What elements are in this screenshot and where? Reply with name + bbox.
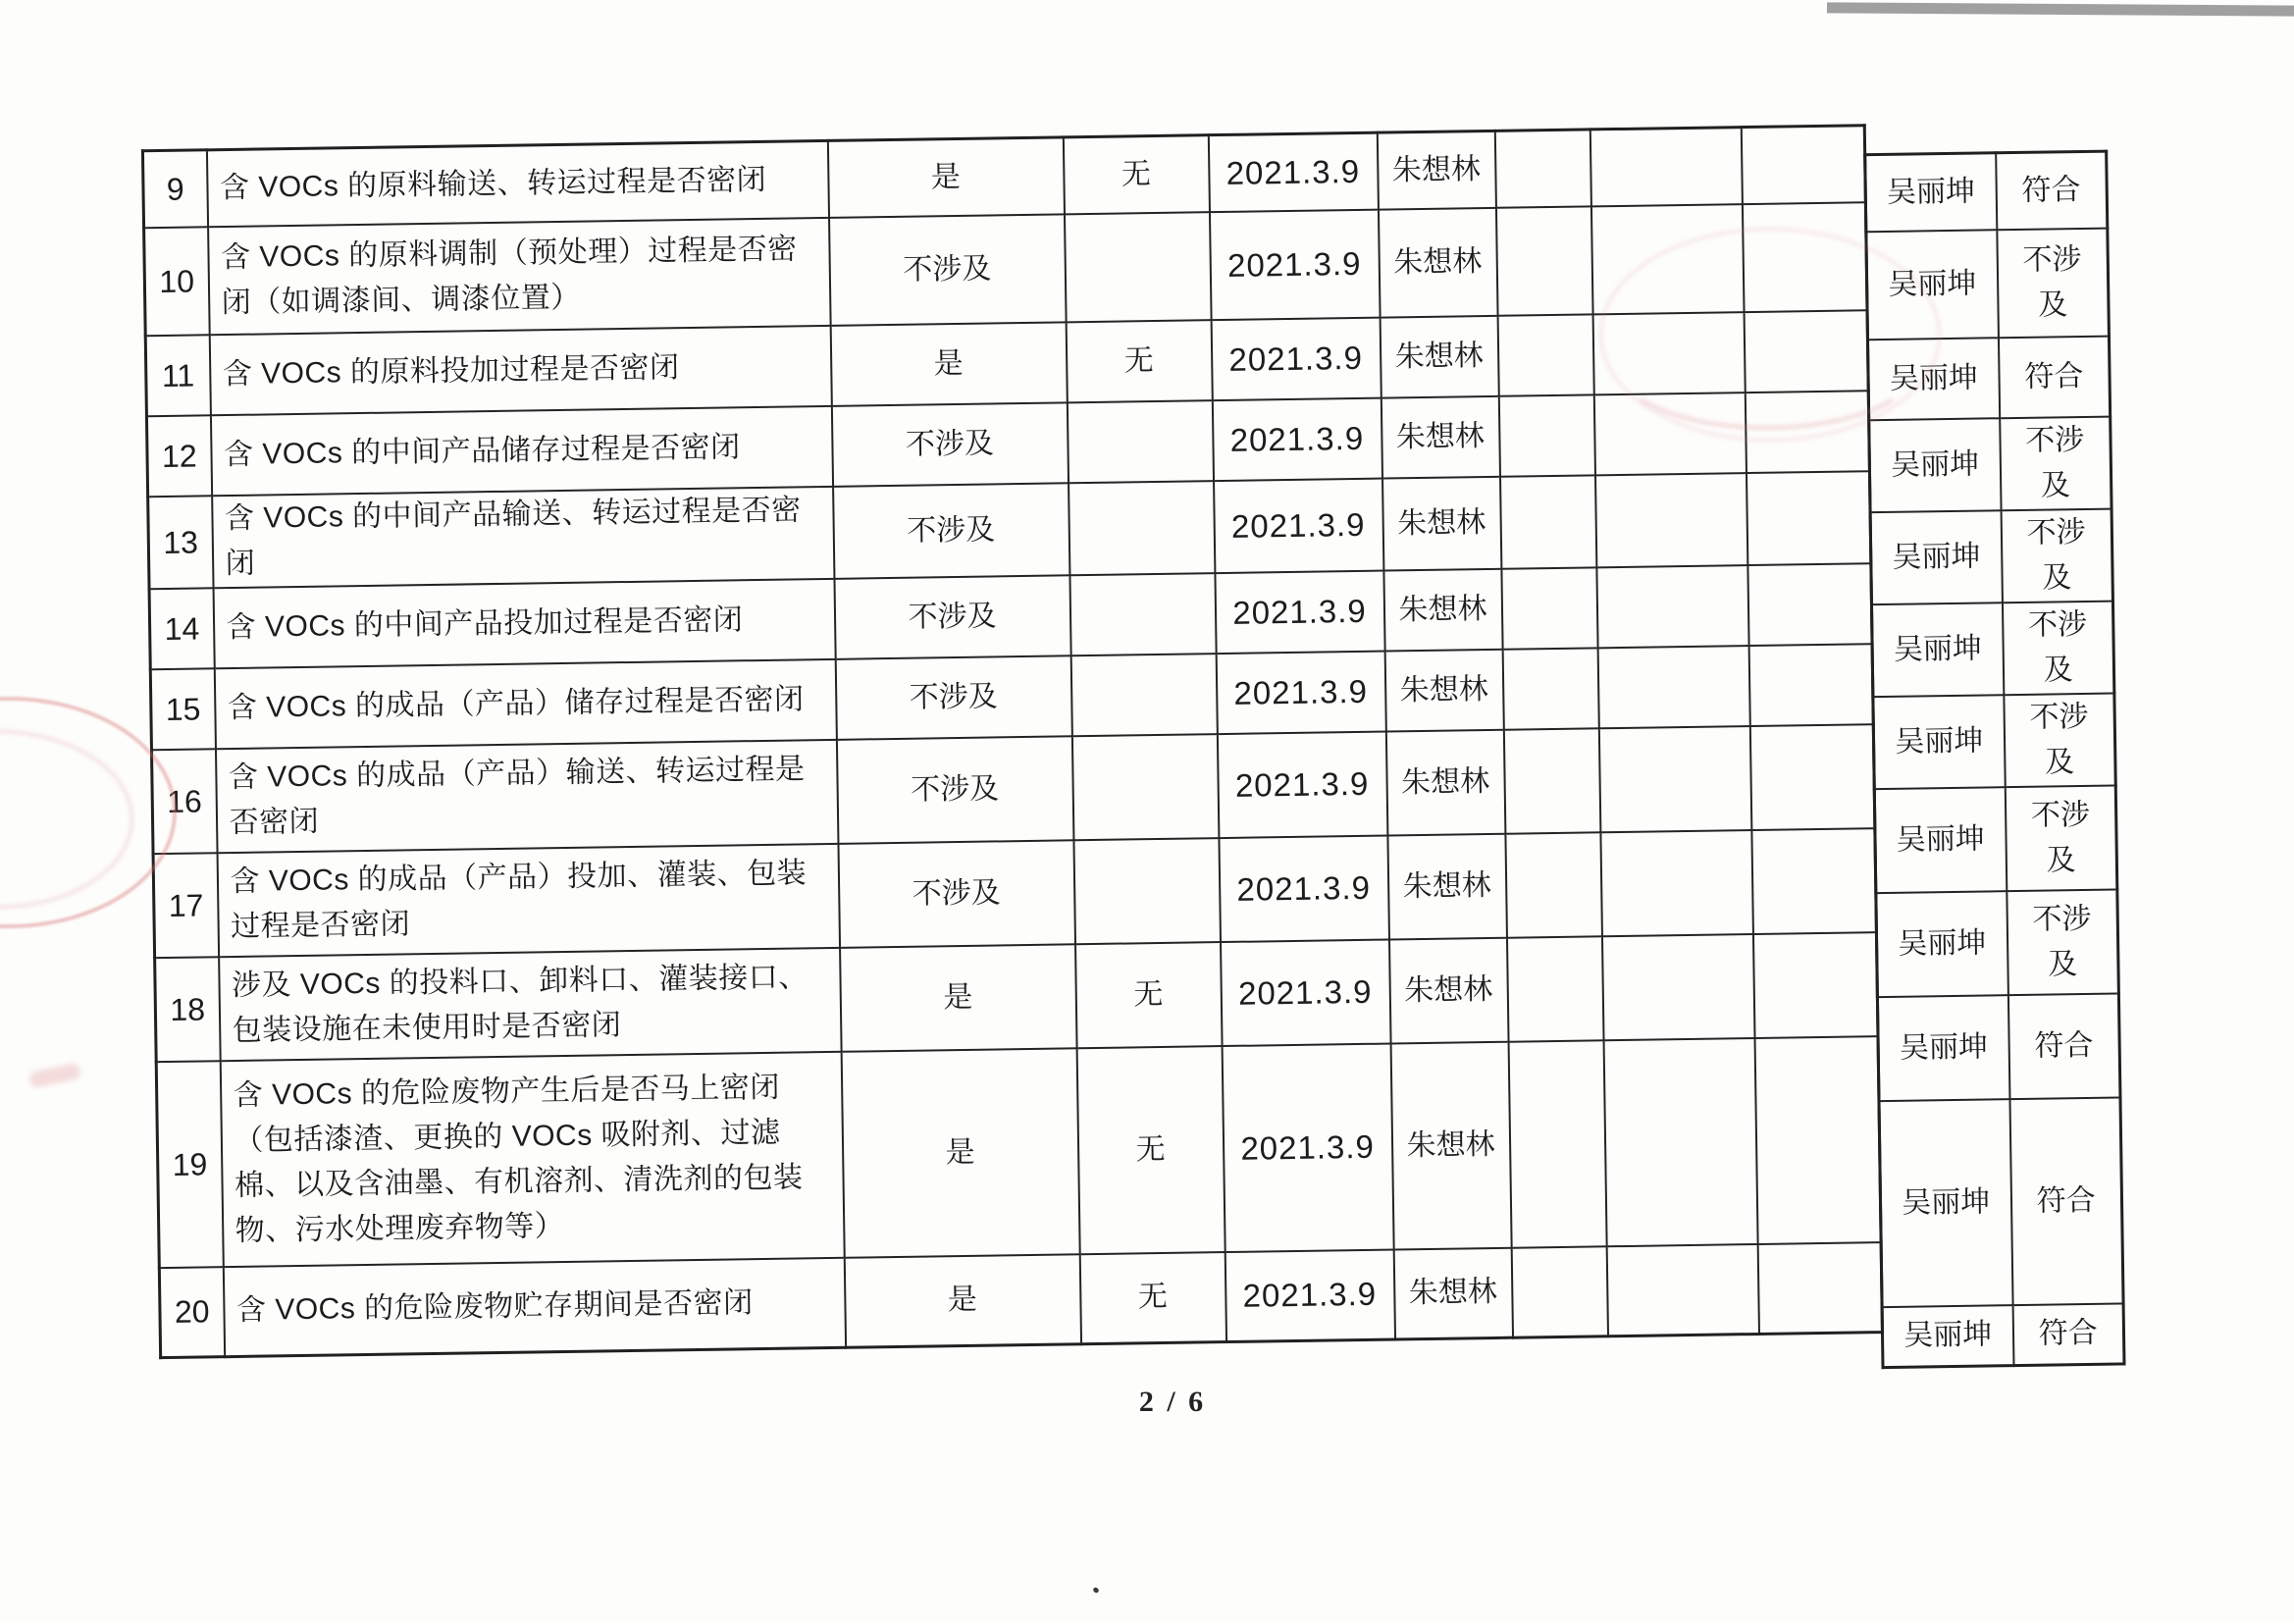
result-cell: 符合 xyxy=(1996,151,2108,230)
row-number-cell: 11 xyxy=(145,335,210,416)
date-cell: 2021.3.9 xyxy=(1215,570,1384,654)
table-row xyxy=(1879,1097,2123,1307)
inspector-cell: 朱想林 xyxy=(1390,1041,1511,1249)
row-number-cell: 10 xyxy=(144,227,210,336)
answer-cell: 不涉及 xyxy=(835,655,1071,740)
problem-cell xyxy=(1071,734,1219,840)
problem-cell: 无 xyxy=(1066,320,1212,402)
reviewer-cell: 吴丽坤 xyxy=(1865,153,1997,232)
table-row xyxy=(1870,508,2112,604)
problem-cell: 无 xyxy=(1063,135,1209,214)
problem-cell: 无 xyxy=(1075,942,1223,1048)
empty-cell xyxy=(1746,471,1870,565)
answer-cell: 不涉及 xyxy=(833,483,1069,579)
answer-cell: 是 xyxy=(827,137,1064,218)
result-cell: 符合 xyxy=(1998,336,2110,418)
answer-cell: 是 xyxy=(840,944,1077,1052)
answer-cell: 不涉及 xyxy=(829,214,1067,326)
row-number-cell: 14 xyxy=(149,588,214,669)
vocs-checklist-table xyxy=(141,124,1884,1359)
table-row xyxy=(1867,336,2110,420)
reviewer-result-body xyxy=(1865,151,2124,1368)
empty-cell xyxy=(1506,936,1603,1041)
result-cell: 不涉及 xyxy=(2005,785,2117,891)
empty-cell xyxy=(1598,726,1751,832)
inspector-cell: 朱想林 xyxy=(1385,729,1505,835)
reviewer-cell: 吴丽坤 xyxy=(1882,1305,2013,1368)
empty-cell xyxy=(1749,724,1875,830)
reviewer-cell: 吴丽坤 xyxy=(1876,891,2008,997)
reviewer-cell: 吴丽坤 xyxy=(1869,418,2001,512)
reviewer-cell: 吴丽坤 xyxy=(1873,695,2005,789)
question-cell: 含 VOCs 的危险废物贮存期间是否密闭 xyxy=(223,1257,845,1356)
date-cell: 2021.3.9 xyxy=(1221,939,1391,1046)
empty-cell xyxy=(1744,310,1868,393)
inspector-cell: 朱想林 xyxy=(1384,649,1503,731)
answer-cell: 是 xyxy=(844,1254,1080,1348)
date-cell: 2021.3.9 xyxy=(1214,478,1383,573)
row-number-cell: 12 xyxy=(146,415,211,497)
question-cell: 含 VOCs 的成品（产品）输送、转运过程是否密闭 xyxy=(215,739,838,852)
result-cell: 符合 xyxy=(2007,993,2120,1099)
row-number-cell: 18 xyxy=(155,957,221,1062)
date-cell: 2021.3.9 xyxy=(1219,835,1389,942)
question-cell: 含 VOCs 的原料投加过程是否密闭 xyxy=(209,325,831,414)
date-cell: 2021.3.9 xyxy=(1212,397,1382,481)
row-number-cell: 20 xyxy=(159,1267,224,1358)
empty-cell xyxy=(1590,128,1742,206)
row-number-cell: 16 xyxy=(151,749,217,854)
row-number-cell: 19 xyxy=(156,1061,223,1268)
empty-cell xyxy=(1603,1038,1757,1246)
row-number-cell: 17 xyxy=(153,853,219,958)
table-row xyxy=(1877,993,2120,1101)
answer-cell: 不涉及 xyxy=(834,575,1070,659)
date-cell: 2021.3.9 xyxy=(1222,1043,1393,1252)
table-row xyxy=(1873,693,2115,789)
inspector-cell: 朱想林 xyxy=(1388,937,1508,1043)
reviewer-cell: 吴丽坤 xyxy=(1867,338,1999,420)
answer-cell: 不涉及 xyxy=(838,840,1075,948)
empty-cell xyxy=(1601,934,1754,1040)
problem-cell: 无 xyxy=(1079,1252,1225,1344)
empty-cell xyxy=(1505,832,1602,937)
empty-cell xyxy=(1494,130,1590,207)
result-cell: 不涉及 xyxy=(2001,508,2112,602)
result-cell: 不涉及 xyxy=(2007,889,2119,995)
question-cell: 含 VOCs 的中间产品输送、转运过程是否密闭 xyxy=(212,486,834,587)
empty-cell xyxy=(1590,204,1744,314)
empty-cell xyxy=(1594,473,1747,567)
empty-cell xyxy=(1606,1243,1758,1336)
row-number-cell: 9 xyxy=(142,150,207,228)
result-cell: 不涉及 xyxy=(2004,693,2115,787)
question-cell: 含 VOCs 的成品（产品）投加、灌装、包装过程是否密闭 xyxy=(217,843,840,956)
date-cell: 2021.3.9 xyxy=(1209,209,1380,320)
inspector-cell: 朱想林 xyxy=(1380,315,1498,397)
result-cell: 不涉及 xyxy=(2002,601,2113,695)
empty-cell xyxy=(1503,728,1600,833)
question-cell: 涉及 VOCs 的投料口、卸料口、灌装接口、包装设施在未使用时是否密闭 xyxy=(219,947,842,1060)
result-cell: 符合 xyxy=(2012,1303,2124,1366)
empty-cell xyxy=(1592,312,1745,394)
answer-cell: 不涉及 xyxy=(831,402,1068,487)
empty-cell xyxy=(1596,565,1748,648)
question-cell: 含 VOCs 的中间产品储存过程是否密闭 xyxy=(210,405,832,495)
question-cell: 含 VOCs 的原料输送、转运过程是否密闭 xyxy=(206,140,828,226)
empty-cell xyxy=(1748,644,1873,726)
reviewer-cell: 吴丽坤 xyxy=(1877,995,2009,1101)
empty-cell xyxy=(1752,932,1878,1038)
empty-cell xyxy=(1741,126,1865,204)
empty-cell xyxy=(1495,206,1592,315)
inspector-cell: 朱想林 xyxy=(1387,833,1507,939)
empty-cell xyxy=(1754,1036,1881,1244)
reviewer-cell: 吴丽坤 xyxy=(1871,602,2003,697)
table-row xyxy=(156,1036,1881,1268)
empty-cell xyxy=(1511,1246,1607,1337)
result-cell: 不涉及 xyxy=(1997,228,2110,338)
empty-cell xyxy=(1597,646,1749,728)
answer-cell: 是 xyxy=(841,1048,1079,1258)
problem-cell xyxy=(1073,838,1221,944)
question-cell: 含 VOCs 的成品（产品）储存过程是否密闭 xyxy=(214,658,836,748)
reviewer-cell: 吴丽坤 xyxy=(1874,787,2007,893)
date-cell: 2021.3.9 xyxy=(1216,651,1385,734)
empty-cell xyxy=(1745,391,1869,473)
checklist-body xyxy=(142,126,1882,1358)
question-cell: 含 VOCs 的危险废物产生后是否马上密闭（包括漆渣、更换的 VOCs 吸附剂、过滤棉、以及含油墨、有机溶剂、清洗剂的包装物、污水处理废弃物等） xyxy=(220,1051,844,1266)
empty-cell xyxy=(1751,828,1877,934)
reviewer-result-columns xyxy=(1863,150,2125,1370)
reviewer-cell: 吴丽坤 xyxy=(1870,510,2002,604)
answer-cell: 不涉及 xyxy=(836,736,1073,844)
result-cell: 不涉及 xyxy=(2000,416,2112,510)
empty-cell xyxy=(1497,314,1593,395)
inspector-cell: 朱想林 xyxy=(1377,131,1495,209)
question-cell: 含 VOCs 的原料调制（预处理）过程是否密闭（如调漆间、调漆位置） xyxy=(208,217,831,334)
inspector-cell: 朱想林 xyxy=(1393,1247,1512,1339)
table-row xyxy=(1874,785,2117,893)
answer-cell: 是 xyxy=(830,322,1067,406)
empty-cell xyxy=(1593,393,1746,475)
row-number-cell: 13 xyxy=(148,496,213,589)
problem-cell xyxy=(1069,573,1216,655)
table-row xyxy=(1869,416,2112,512)
date-cell: 2021.3.9 xyxy=(1211,317,1381,400)
table-row xyxy=(1871,601,2113,697)
page-number: 2 / 6 xyxy=(1138,1386,1207,1418)
problem-cell xyxy=(1070,654,1217,736)
empty-cell xyxy=(1499,475,1595,568)
result-cell: 符合 xyxy=(2009,1097,2123,1305)
problem-cell xyxy=(1064,212,1211,322)
empty-cell xyxy=(1747,563,1872,646)
inspector-cell: 朱想林 xyxy=(1378,207,1497,317)
empty-cell xyxy=(1498,394,1594,476)
date-cell: 2021.3.9 xyxy=(1208,132,1378,212)
table-row xyxy=(1882,1303,2124,1368)
inspector-cell: 朱想林 xyxy=(1383,568,1502,651)
row-number-cell: 15 xyxy=(150,668,215,750)
empty-cell xyxy=(1502,648,1598,729)
problem-cell: 无 xyxy=(1076,1046,1225,1254)
empty-cell xyxy=(1757,1242,1882,1335)
question-cell: 含 VOCs 的中间产品投加过程是否密闭 xyxy=(213,578,835,667)
problem-cell xyxy=(1067,400,1213,483)
empty-cell xyxy=(1600,830,1753,936)
reviewer-cell: 吴丽坤 xyxy=(1866,230,1999,340)
empty-cell xyxy=(1501,567,1597,649)
reviewer-cell: 吴丽坤 xyxy=(1879,1099,2012,1307)
table-row xyxy=(1876,889,2119,997)
empty-cell xyxy=(1508,1040,1606,1247)
inspector-cell: 朱想林 xyxy=(1381,395,1499,478)
date-cell: 2021.3.9 xyxy=(1217,731,1387,838)
problem-cell xyxy=(1069,481,1215,575)
inspector-cell: 朱想林 xyxy=(1382,476,1501,570)
table-row xyxy=(1866,228,2110,340)
empty-cell xyxy=(1742,202,1867,312)
table-row xyxy=(1865,151,2108,232)
date-cell: 2021.3.9 xyxy=(1225,1249,1394,1342)
